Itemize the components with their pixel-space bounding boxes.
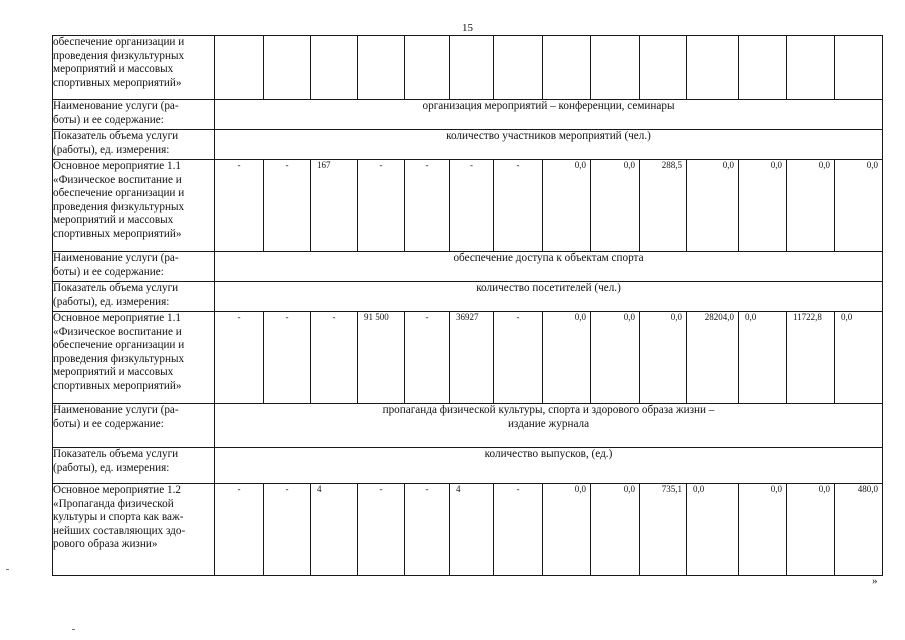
closing-quote: »	[872, 575, 878, 587]
merged-description	[215, 282, 883, 312]
row-label-line: «Пропаганда физической	[53, 497, 174, 510]
merged-description-line: количество участников мероприятий (чел.)	[446, 130, 651, 142]
row-label-line: боты) и ее содержание:	[53, 417, 164, 430]
row-label	[53, 36, 215, 100]
merged-description	[215, 448, 883, 484]
scan-mark-left	[6, 569, 9, 570]
value-cell	[835, 36, 883, 100]
value-cell: 0,0	[687, 484, 739, 576]
value-cell	[311, 36, 358, 100]
value-cell: -	[215, 484, 264, 576]
row-label-line: «Физическое воспитание и	[53, 325, 182, 338]
row-label-line: рового образа жизни»	[53, 538, 158, 550]
value-cell: -	[311, 312, 358, 404]
value-cell: -	[264, 484, 311, 576]
value-cell: 0,0	[739, 160, 787, 252]
value-cell: 0,0	[543, 484, 591, 576]
row-label-line: спортивных мероприятий»	[53, 379, 182, 392]
value-cell: 11722,8	[787, 312, 835, 404]
value-cell: 36927	[450, 312, 494, 404]
value-cell: -	[494, 160, 543, 252]
row-label-line: (работы), ед. измерения:	[53, 295, 170, 308]
merged-description-line: издание журнала	[507, 417, 590, 430]
value-cell: 0,0	[591, 160, 640, 252]
table-row	[53, 252, 883, 282]
value-cell	[640, 36, 687, 100]
value-cell: 28204,0	[687, 312, 739, 404]
row-label-line: Основное мероприятие 1.1	[53, 160, 181, 172]
row-label-line: мероприятий и массовых	[53, 366, 174, 378]
merged-description-line: обеспечение доступа к объектам спорта	[453, 252, 644, 264]
table-row	[53, 100, 883, 130]
value-cell: 0,0	[835, 160, 883, 252]
merged-description	[215, 404, 883, 448]
value-cell: 288,5	[640, 160, 687, 252]
table-row	[53, 484, 883, 576]
table-row	[53, 130, 883, 160]
value-cell	[739, 36, 787, 100]
row-label	[53, 160, 215, 252]
row-label-line: (работы), ед. измерения:	[53, 461, 170, 474]
value-cell: 91 500	[358, 312, 405, 404]
value-cell: -	[405, 160, 450, 252]
row-label	[53, 282, 215, 312]
value-cell	[215, 36, 264, 100]
value-cell: 0,0	[739, 484, 787, 576]
value-cell	[591, 36, 640, 100]
row-label	[53, 448, 215, 484]
row-label-line: нейших составляющих здо-	[53, 524, 186, 537]
scan-mark-bottom	[72, 629, 75, 630]
row-label-line: Наименование услуги (ра-	[53, 252, 179, 264]
row-label-line: мероприятий и массовых	[53, 63, 174, 75]
merged-description	[215, 100, 883, 130]
value-cell: 0,0	[787, 160, 835, 252]
table-row	[53, 404, 883, 448]
row-label-line: Основное мероприятие 1.1	[53, 312, 181, 324]
row-label-line: проведения физкультурных	[53, 200, 185, 213]
value-cell: 480,0	[835, 484, 883, 576]
value-cell: -	[450, 160, 494, 252]
merged-description-line: пропаганда физической культуры, спорта и здорового образа жизни –	[382, 404, 715, 416]
value-cell: 4	[311, 484, 358, 576]
value-cell: -	[358, 160, 405, 252]
table-row	[53, 160, 883, 252]
merged-description	[215, 252, 883, 282]
merged-description-line: количество выпусков, (ед.)	[484, 448, 613, 460]
value-cell	[687, 36, 739, 100]
value-cell: 4	[450, 484, 494, 576]
table-row	[53, 282, 883, 312]
value-cell: -	[405, 312, 450, 404]
value-cell: 0,0	[787, 484, 835, 576]
value-cell: 167	[311, 160, 358, 252]
row-label-line: проведения физкультурных	[53, 352, 185, 365]
row-label	[53, 100, 215, 130]
value-cell: 0,0	[640, 312, 687, 404]
value-cell	[358, 36, 405, 100]
value-cell: 735,1	[640, 484, 687, 576]
row-label-line: Основное мероприятие 1.2	[53, 484, 181, 496]
value-cell: 0,0	[543, 160, 591, 252]
row-label-line: боты) и ее содержание:	[53, 265, 164, 278]
value-cell: -	[358, 484, 405, 576]
value-cell	[264, 36, 311, 100]
value-cell	[450, 36, 494, 100]
row-label	[53, 484, 215, 576]
table-row	[53, 36, 883, 100]
merged-description-line: количество посетителей (чел.)	[476, 282, 621, 294]
row-label-line: «Физическое воспитание и	[53, 173, 182, 186]
value-cell	[405, 36, 450, 100]
row-label-line: обеспечение организации и	[53, 36, 185, 48]
value-cell: -	[405, 484, 450, 576]
row-label-line: боты) и ее содержание:	[53, 113, 164, 126]
row-label	[53, 312, 215, 404]
table-row	[53, 448, 883, 484]
value-cell: 0,0	[687, 160, 739, 252]
row-label-line: Показатель объема услуги	[53, 282, 179, 294]
row-label	[53, 404, 215, 448]
services-table	[52, 35, 883, 576]
row-label-line: обеспечение организации и	[53, 187, 185, 199]
row-label-line: Наименование услуги (ра-	[53, 404, 179, 416]
value-cell: -	[264, 312, 311, 404]
row-label-line: Показатель объема услуги	[53, 448, 179, 460]
value-cell: -	[215, 160, 264, 252]
value-cell: 0,0	[591, 484, 640, 576]
value-cell: 0,0	[591, 312, 640, 404]
value-cell	[494, 36, 543, 100]
page-number: 15	[462, 22, 473, 34]
row-label-line: Наименование услуги (ра-	[53, 100, 179, 112]
value-cell: 0,0	[835, 312, 883, 404]
value-cell	[787, 36, 835, 100]
merged-description-line: организация мероприятий – конференции, семинары	[422, 100, 675, 112]
row-label-line: (работы), ед. измерения:	[53, 143, 170, 156]
row-label	[53, 252, 215, 282]
row-label-line: мероприятий и массовых	[53, 214, 174, 226]
row-label-line: спортивных мероприятий»	[53, 227, 182, 240]
row-label-line: культуры и спорта как важ-	[53, 511, 184, 523]
row-label-line: обеспечение организации и	[53, 339, 185, 351]
value-cell: 0,0	[543, 312, 591, 404]
value-cell	[543, 36, 591, 100]
table-row	[53, 312, 883, 404]
row-label-line: спортивных мероприятий»	[53, 76, 182, 89]
value-cell: -	[494, 312, 543, 404]
value-cell: 0,0	[739, 312, 787, 404]
value-cell: -	[215, 312, 264, 404]
value-cell: -	[264, 160, 311, 252]
row-label	[53, 130, 215, 160]
row-label-line: Показатель объема услуги	[53, 130, 179, 142]
row-label-line: проведения физкультурных	[53, 49, 185, 62]
merged-description	[215, 130, 883, 160]
value-cell: -	[494, 484, 543, 576]
